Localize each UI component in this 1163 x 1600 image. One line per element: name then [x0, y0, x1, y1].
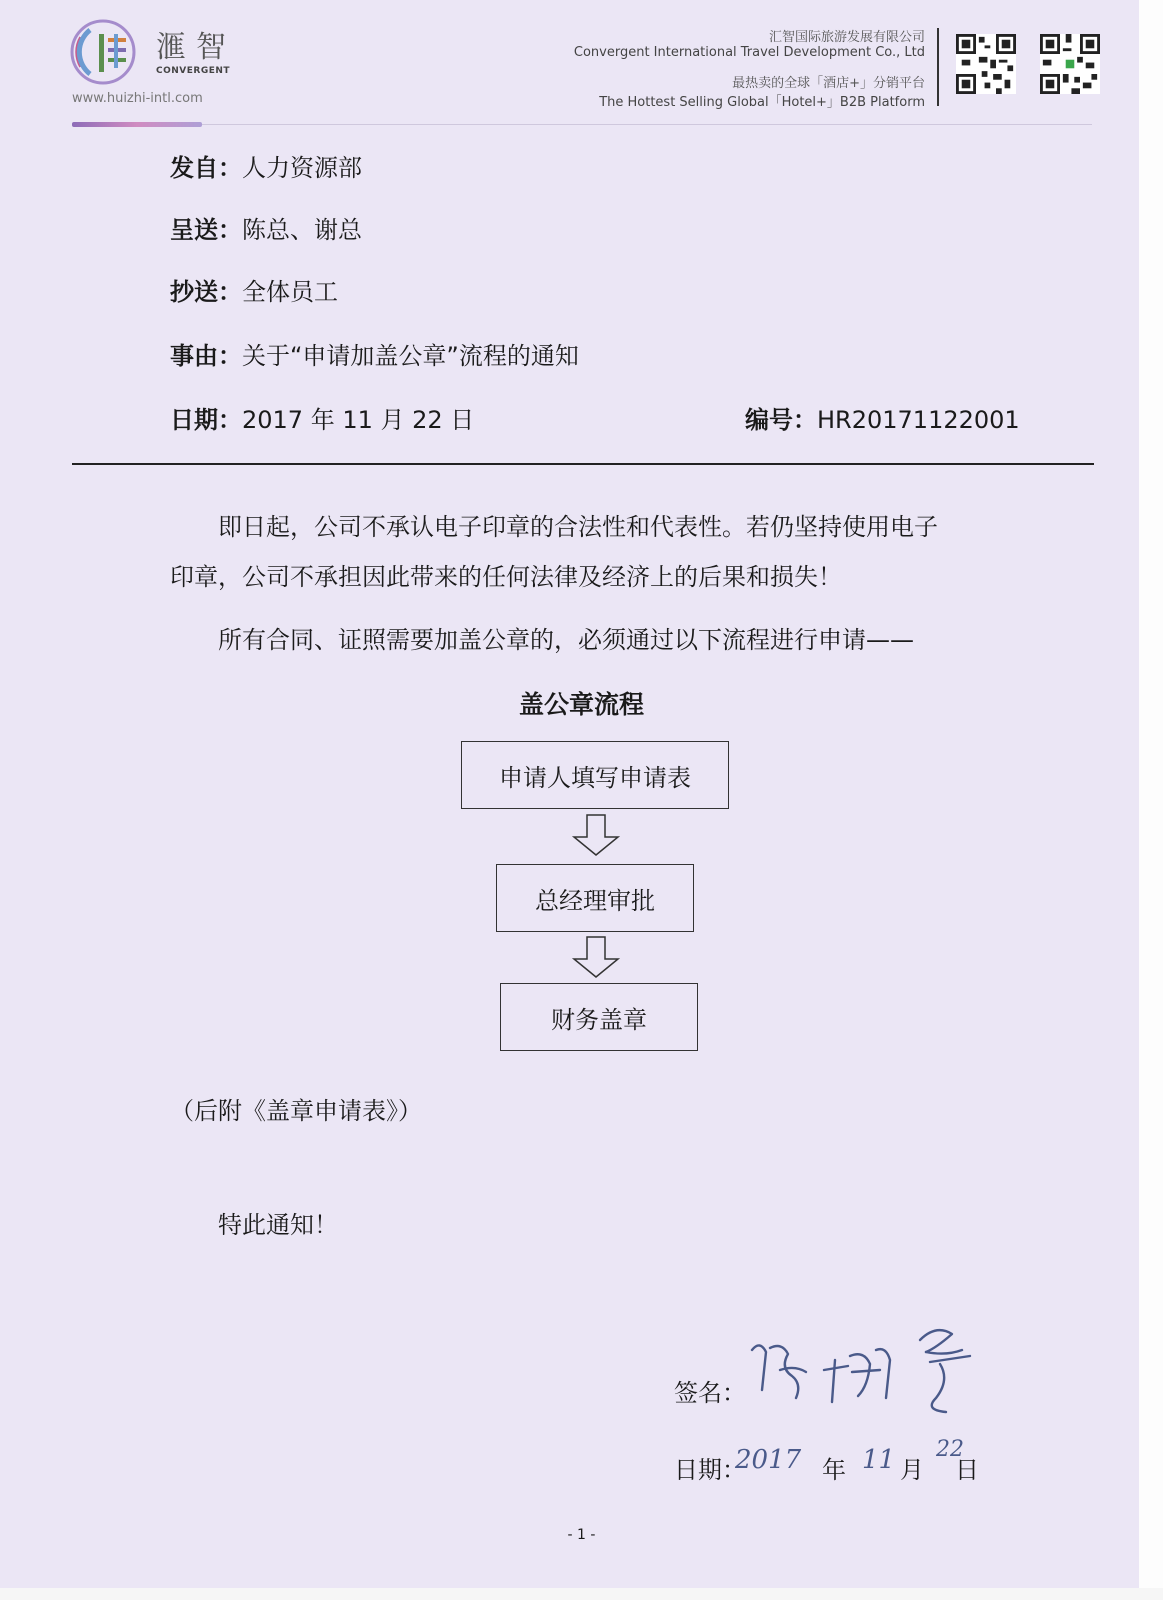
- down-arrow-icon: [571, 935, 621, 979]
- signature-date-label: 日期：: [674, 1456, 746, 1484]
- company-name-cn: 汇智国际旅游发展有限公司: [768, 30, 925, 45]
- page-number: - 1 -: [567, 1527, 596, 1543]
- slogan-cn: 最热卖的全球「酒店+」分销平台: [732, 76, 925, 91]
- meta-to-value: 陈总、谢总: [242, 216, 362, 244]
- qr-code-icon: [1040, 34, 1100, 94]
- meta-date: [170, 400, 474, 435]
- down-arrow-icon: [571, 813, 621, 857]
- meta-subject-value: 关于“申请加盖公章”流程的通知: [242, 342, 579, 370]
- date-year-char: 年: [822, 1456, 846, 1484]
- meta-subject: [170, 336, 579, 371]
- date-month-char: 月: [900, 1456, 924, 1484]
- meta-number: [745, 400, 1020, 435]
- header-vertical-divider: [937, 28, 939, 106]
- handwritten-month: 11: [862, 1445, 896, 1475]
- meta-to-label: 呈送：: [170, 216, 242, 244]
- meta-to: [170, 210, 362, 245]
- flow-title: 盖公章流程: [518, 690, 644, 719]
- meta-number-label: 编号：: [745, 406, 817, 434]
- meta-from-label: 发自：: [170, 154, 242, 182]
- meta-cc: [170, 272, 338, 307]
- handwritten-year: 2017: [735, 1445, 802, 1475]
- meta-subject-label: 事由：: [170, 342, 242, 370]
- scan-edge: [1139, 0, 1163, 1600]
- closing-notice: 特此通知！: [218, 1211, 338, 1239]
- meta-cc-value: 全体员工: [242, 278, 338, 306]
- body-paragraph-1-line-2: 印章，公司不承担因此带来的任何法律及经济上的后果和损失！: [170, 563, 842, 591]
- header-rule: [72, 463, 1094, 465]
- slogan-en: The Hottest Selling Global「Hotel+」B2B Platform: [599, 95, 925, 110]
- date-day-char: 日: [955, 1456, 979, 1484]
- meta-date-value: 2017 年 11 月 22 日: [242, 406, 475, 434]
- header-color-bar: [72, 122, 202, 127]
- header-divider: [72, 124, 1092, 125]
- body-paragraph-1-line-1: 即日起，公司不承认电子印章的合法性和代表性。若仍坚持使用电子: [218, 513, 938, 541]
- brand-name-en: CONVERGENT: [156, 66, 231, 76]
- meta-from-value: 人力资源部: [242, 154, 362, 182]
- signature-label: 签名：: [674, 1379, 746, 1407]
- meta-number-value: HR20171122001: [817, 406, 1020, 434]
- meta-date-label: 日期：: [170, 406, 242, 434]
- qr-code-icon: [956, 34, 1016, 94]
- company-name-en: Convergent International Travel Development Co., Ltd: [573, 45, 925, 60]
- company-url: www.huizhi-intl.com: [72, 91, 203, 106]
- meta-from: [170, 148, 362, 183]
- flow-step-finance-seal: 财务盖章: [500, 983, 698, 1051]
- handwritten-signature: [740, 1320, 1000, 1420]
- scan-edge-bottom: [0, 1588, 1163, 1600]
- attachment-note: （后附《盖章申请表》）: [170, 1097, 422, 1125]
- flow-step-apply: 申请人填写申请表: [461, 741, 729, 809]
- brand-name-cn: 滙智: [156, 30, 236, 65]
- meta-cc-label: 抄送：: [170, 278, 242, 306]
- handwritten-day: 22: [936, 1437, 964, 1462]
- body-paragraph-2: 所有合同、证照需要加盖公章的，必须通过以下流程进行申请——: [218, 626, 914, 654]
- convergent-logo-icon: [68, 18, 138, 86]
- flow-step-gm-approval: 总经理审批: [496, 864, 694, 932]
